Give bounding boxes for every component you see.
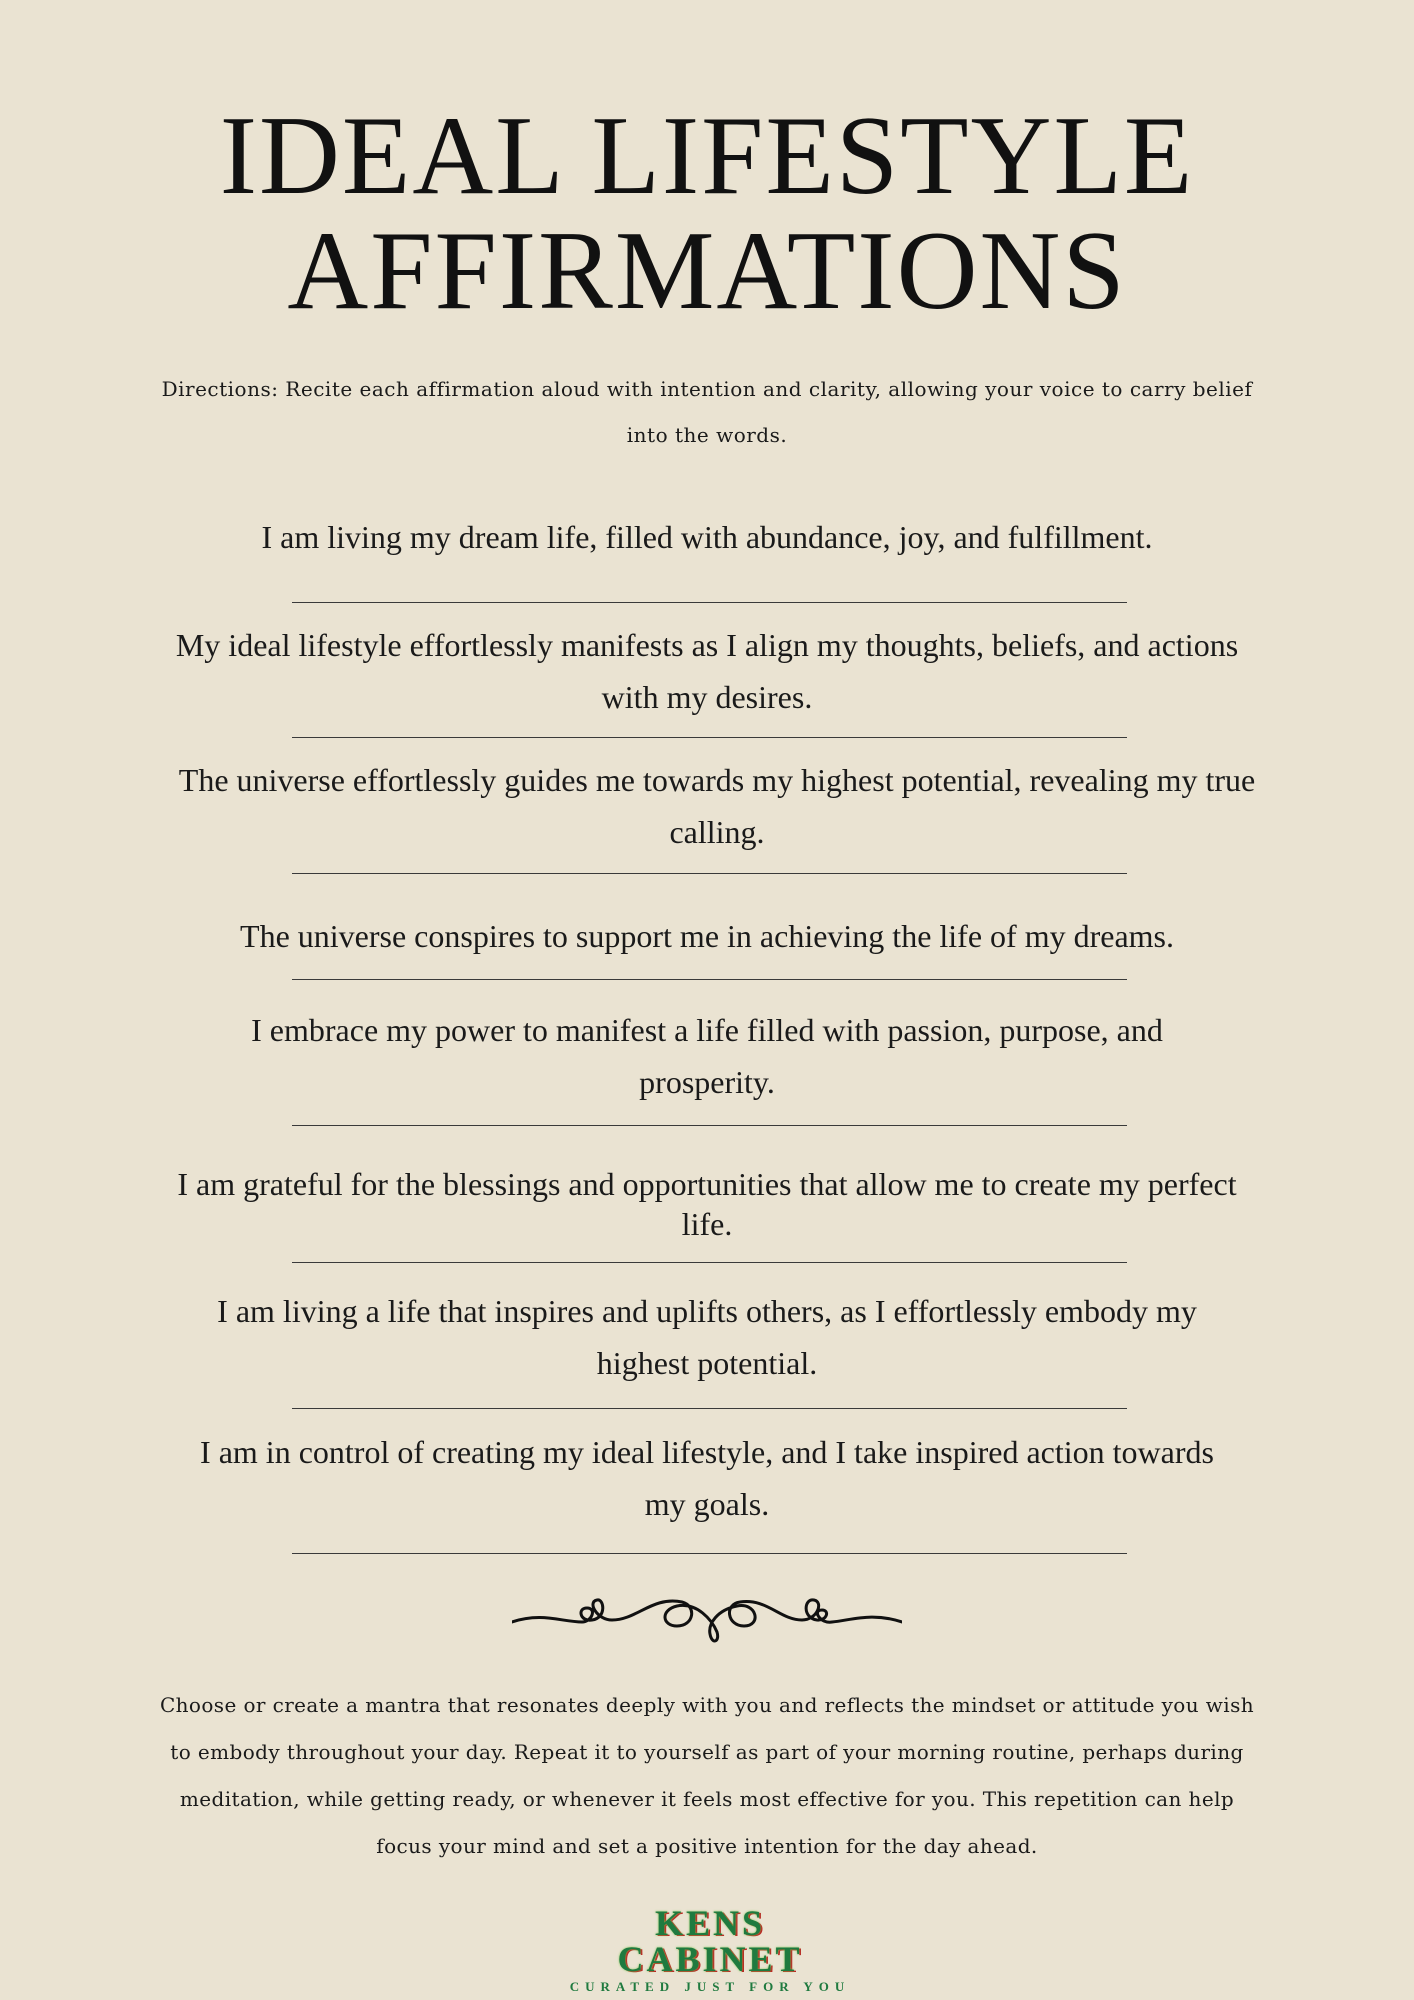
- divider-line: [292, 1553, 1127, 1554]
- affirmation: The universe effortlessly guides me towards my highest potential, revealing my true calling.: [178, 762, 1256, 850]
- title-line-1: IDEAL LIFESTYLE: [219, 94, 1195, 218]
- divider-line: [292, 1408, 1127, 1409]
- affirmation: I am living a life that inspires and uplifts others, as I effortlessly embody my highest potential.: [217, 1293, 1197, 1381]
- directions: Directions: Recite each affirmation aloud with intention and clarity, allowing your voice to carry belief into the words.: [161, 377, 1253, 447]
- affirmation: The universe conspires to support me in achieving the life of my dreams.: [240, 918, 1174, 954]
- kens-cabinet-logo: [560, 1905, 860, 1995]
- divider-line: [292, 737, 1127, 738]
- divider-line: [292, 1262, 1127, 1263]
- divider-line: [292, 602, 1127, 603]
- mantra-paragraph: Choose or create a mantra that resonates deeply with you and reflects the mindset or attitude you wish to embody throughout your day. Repeat it to yourself as part of your morning routine, perhaps during meditation, while getting ready, or whenever it feels most effective for you. This repetition can help focus your mind and set a positive intention for the day ahead.: [159, 1693, 1255, 1858]
- divider-line: [292, 873, 1127, 874]
- affirmation: My ideal lifestyle effortlessly manifests as I align my thoughts, beliefs, and actions with my desires.: [175, 627, 1239, 715]
- flourish-ornament: [512, 1590, 902, 1650]
- affirmation: I am living my dream life, filled with abundance, joy, and fulfillment.: [261, 519, 1153, 555]
- affirmation: I am grateful for the blessings and opportunities that allow me to create my perfect life.: [177, 1166, 1237, 1242]
- divider-line: [292, 1125, 1127, 1126]
- title-line-2: AFFIRMATIONS: [287, 209, 1127, 333]
- affirmation: I am in control of creating my ideal lifestyle, and I take inspired action towards my goals.: [200, 1434, 1214, 1522]
- divider-line: [292, 979, 1127, 980]
- logo-name: KENS CABINET: [617, 1903, 803, 1979]
- logo-tagline: CURATED JUST FOR YOU: [569, 1979, 851, 1994]
- affirmation: I embrace my power to manifest a life filled with passion, purpose, and prosperity.: [251, 1012, 1163, 1100]
